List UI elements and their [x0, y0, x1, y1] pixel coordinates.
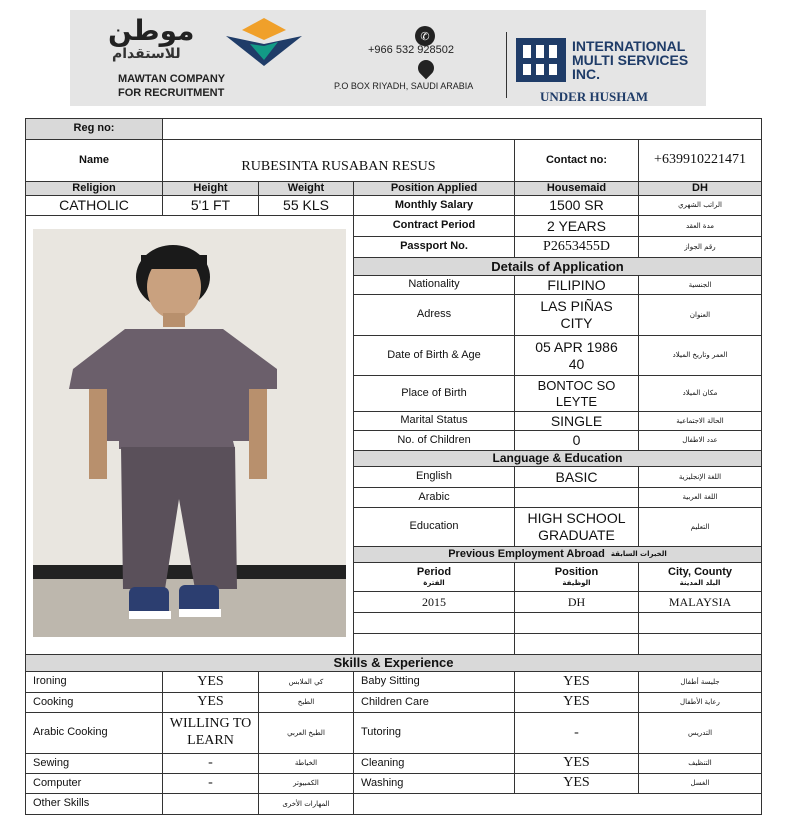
mawtan-logo-icon	[222, 16, 306, 68]
prev-row-empty-1	[514, 612, 639, 634]
prev-row-city: MALAYSIA	[638, 591, 762, 613]
ims-name-line2: MULTI SERVICES	[572, 52, 689, 68]
language-section-title: Language & Education	[353, 450, 762, 467]
skill-value-computer: -	[162, 773, 259, 794]
children-label: No. of Children	[353, 430, 515, 451]
skill-value-cooking: YES	[162, 692, 259, 713]
arabic-language-label: Arabic	[353, 487, 515, 508]
address-arabic: العنوان	[638, 294, 762, 336]
header-weight: Weight	[258, 181, 354, 196]
previous-employment-title-cell	[353, 546, 762, 563]
prev-row-empty-2	[638, 633, 762, 655]
english-value: BASIC	[514, 466, 639, 488]
address-label: Adress	[353, 294, 515, 336]
skill-label-tutoring: Tutoring	[353, 712, 515, 754]
details-section-title: Details of Application	[353, 257, 762, 276]
prev-header-position	[514, 562, 639, 592]
skill-arabic-cleaning: التنظيف	[638, 753, 762, 774]
prev-header-period-en: Period	[416, 566, 452, 579]
education-label: Education	[353, 507, 515, 547]
pob-label: Place of Birth	[353, 375, 515, 412]
skill-arabic-tutoring: التدريس	[638, 712, 762, 754]
applicant-photo	[33, 229, 346, 637]
prev-header-period	[353, 562, 515, 592]
skill-value-ironing: YES	[162, 671, 259, 693]
nationality-label: Nationality	[353, 275, 515, 295]
dob-label: Date of Birth & Age	[353, 335, 515, 376]
children-arabic: عدد الاطفال	[638, 430, 762, 451]
phone-number: +966 532 928502	[368, 44, 454, 56]
name-label: Name	[25, 139, 163, 182]
english-arabic: اللغة الإنجليزية	[638, 466, 762, 488]
pob-arabic: مكان الميلاد	[638, 375, 762, 412]
location-pin-icon	[415, 57, 438, 80]
monthly-salary-arabic: الراتب الشهري	[638, 195, 762, 216]
ims-logo-icon	[514, 36, 568, 84]
skill-label-sewing: Sewing	[25, 753, 163, 774]
age-value: 40	[568, 355, 585, 372]
skill-arabic-arabic-cooking: الطبخ العربي	[258, 712, 354, 754]
header-dh: DH	[638, 181, 762, 196]
prev-row-empty-2	[514, 633, 639, 655]
arabic-language-arabic: اللغة العربية	[638, 487, 762, 508]
skill-arabic-computer: الكمبيوتر	[258, 773, 354, 794]
height-value: 5'1 FT	[162, 195, 259, 216]
pob-value: BONTOC SO LEYTE	[514, 375, 639, 412]
skill-value-tutoring: -	[514, 712, 639, 754]
monthly-salary-value: 1500 SR	[514, 195, 639, 216]
skill-label-ironing: Ironing	[25, 671, 163, 693]
skill-label-washing: Washing	[353, 773, 515, 794]
skill-arabic-baby-sitting: جليسة أطفال	[638, 671, 762, 693]
prev-header-position-ar: الوظيفة	[562, 579, 591, 588]
passport-value: P2653455D	[514, 236, 639, 258]
weight-value: 55 KLS	[258, 195, 354, 216]
marital-arabic: الحالة الاجتماعية	[638, 411, 762, 431]
prev-header-period-ar: الفترة	[423, 579, 445, 588]
letterhead-banner	[70, 10, 706, 106]
skill-value-children-care: YES	[514, 692, 639, 713]
header-position-applied: Position Applied	[353, 181, 515, 196]
passport-arabic: رقم الجواز	[638, 236, 762, 258]
contract-value: 2 YEARS	[514, 215, 639, 237]
skill-value-other-skills	[162, 793, 259, 815]
header-divider	[506, 32, 507, 98]
skill-arabic-children-care: رعاية الأطفال	[638, 692, 762, 713]
company-name-line2: FOR RECRUITMENT	[118, 87, 225, 99]
header-housemaid: Housemaid	[514, 181, 639, 196]
marital-value: SINGLE	[514, 411, 639, 431]
education-value: HIGH SCHOOL GRADUATE	[514, 507, 639, 547]
skills-section-title: Skills & Experience	[25, 654, 762, 672]
skill-value-arabic-cooking: WILLING TO LEARN	[162, 712, 259, 754]
nationality-arabic: الجنسية	[638, 275, 762, 295]
skill-arabic-ironing: كي الملابس	[258, 671, 354, 693]
reg-value	[162, 118, 762, 140]
contract-arabic: مدة العقد	[638, 215, 762, 237]
skill-arabic-washing: الغسل	[638, 773, 762, 794]
reg-label: Reg no:	[25, 118, 163, 140]
skill-label-cooking: Cooking	[25, 692, 163, 713]
header-religion: Religion	[25, 181, 163, 196]
prev-header-position-en: Position	[554, 566, 599, 579]
skill-label-cleaning: Cleaning	[353, 753, 515, 774]
header-height: Height	[162, 181, 259, 196]
prev-row-period: 2015	[353, 591, 515, 613]
nationality-value: FILIPINO	[514, 275, 639, 295]
under-husham-text: UNDER HUSHAM	[540, 89, 648, 104]
contract-label: Contract Period	[353, 215, 515, 237]
dob-value: 05 APR 1986	[535, 338, 618, 355]
dob-value-cell	[514, 335, 639, 376]
skill-arabic-cooking: الطبخ	[258, 692, 354, 713]
prev-header-city-en: City, County	[668, 566, 732, 579]
monthly-salary-label: Monthly Salary	[353, 195, 515, 216]
company-name-line1: MAWTAN COMPANY	[118, 73, 226, 85]
skill-empty-cell	[353, 793, 762, 815]
ims-name-line3: INC.	[572, 66, 600, 82]
religion-value: CATHOLIC	[25, 195, 163, 216]
dob-arabic: العمر وتاريخ الميلاد	[638, 335, 762, 376]
prev-row-empty-2	[353, 633, 515, 655]
education-arabic: التعليم	[638, 507, 762, 547]
contact-value: +639910221471	[638, 139, 762, 182]
prev-row-empty-1	[638, 612, 762, 634]
address-value: LAS PIÑAS CITY	[514, 294, 639, 336]
skill-value-sewing: -	[162, 753, 259, 774]
skill-label-children-care: Children Care	[353, 692, 515, 713]
brand-arabic-bottom: للاستقدام	[112, 46, 181, 62]
prev-row-position: DH	[514, 591, 639, 613]
prev-header-city-ar: البلد المدينة	[679, 579, 721, 588]
skill-label-other-skills: Other Skills	[25, 793, 163, 815]
name-value: RUBESINTA RUSABAN RESUS	[162, 139, 515, 182]
brand-arabic-top: موطن	[108, 14, 195, 47]
contact-label: Contact no:	[514, 139, 639, 182]
english-label: English	[353, 466, 515, 488]
children-value: 0	[514, 430, 639, 451]
prev-header-city	[638, 562, 762, 592]
skill-label-computer: Computer	[25, 773, 163, 794]
marital-label: Marital Status	[353, 411, 515, 431]
skill-label-baby-sitting: Baby Sitting	[353, 671, 515, 693]
phone-icon: ✆	[415, 26, 435, 46]
skill-value-cleaning: YES	[514, 753, 639, 774]
skill-arabic-sewing: الخياطة	[258, 753, 354, 774]
passport-label: Passport No.	[353, 236, 515, 258]
address-text: P.O BOX RIYADH, SAUDI ARABIA	[334, 81, 474, 91]
skill-label-arabic-cooking: Arabic Cooking	[25, 712, 163, 754]
arabic-language-value	[514, 487, 639, 508]
prev-row-empty-1	[353, 612, 515, 634]
ims-name-line1: INTERNATIONAL	[572, 38, 686, 54]
skill-value-baby-sitting: YES	[514, 671, 639, 693]
previous-employment-title-arabic: الخبرات السابقة	[610, 550, 667, 559]
previous-employment-title: Previous Employment Abroad	[448, 547, 605, 560]
skill-arabic-other-skills: المهارات الأخرى	[258, 793, 354, 815]
skill-value-washing: YES	[514, 773, 639, 794]
